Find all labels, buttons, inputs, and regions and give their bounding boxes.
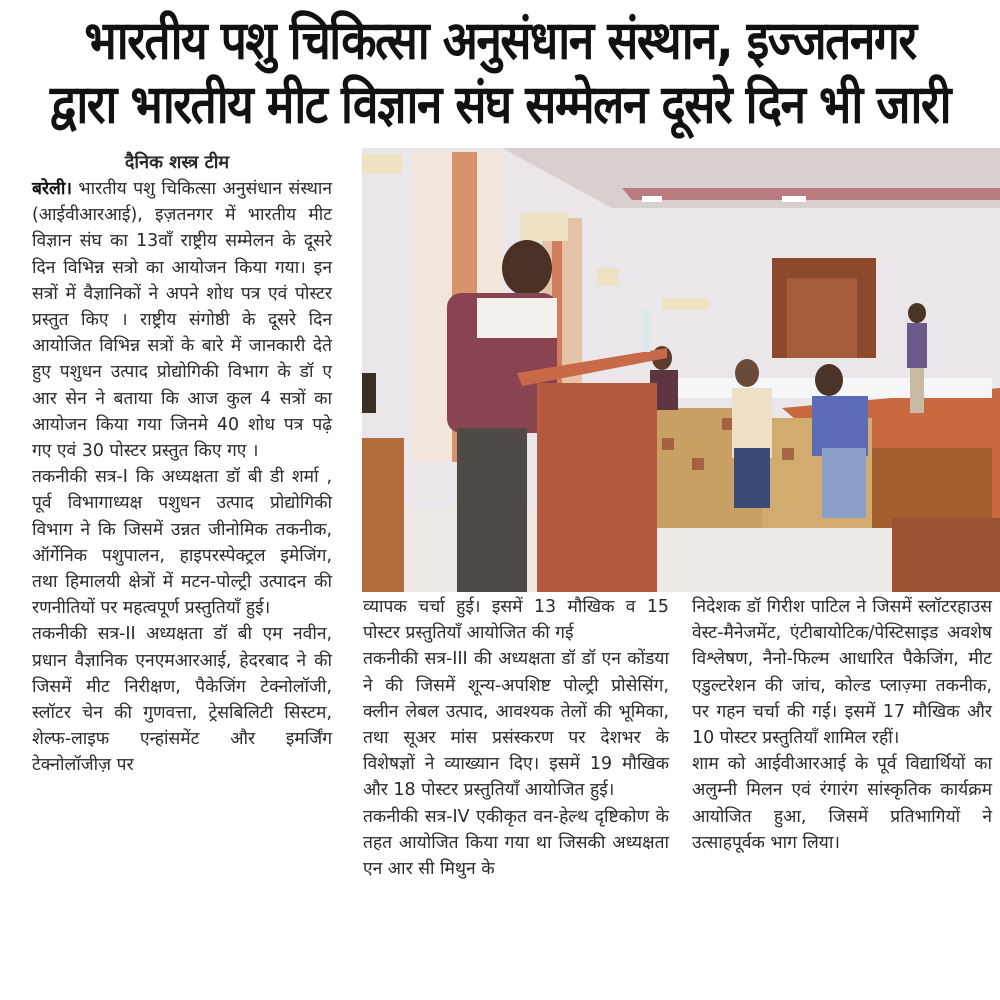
dateline: बरेली। <box>32 179 72 199</box>
article-column-3 <box>692 594 992 856</box>
byline: दैनिक शस्त्र टीम <box>124 152 230 173</box>
article-photo <box>362 148 1000 592</box>
paragraph: तकनीकी सत्र-III की अध्यक्षता डॉ डॉ एन कोंडया ने की जिसमें शून्य-अपशिष्ट पोल्ट्री प्रोसेसिंग, क्लीन लेबल उत्पाद, आवश्यक तेलों की भूमिका, तथा सूअर मांस प्रसंस्करण पर देशभर के विशेषज्ञों ने व्याख्यान दिए। इसमें 19 मौखिक और 18 पोस्टर प्रस्तुतियाँ आयोजित हुई। <box>363 649 669 801</box>
paragraph: शाम को आईवीआरआई के पूर्व विद्यार्थियों का अलुम्नी मिलन एवं रंगारंग सांस्कृतिक कार्यक्रम आयोजित हुआ, जिसमें प्रतिभागियों ने उत्साहपूर्वक भाग लिया। <box>692 754 992 853</box>
paragraph: निदेशक डॉ गिरीश पाटिल ने जिसमें स्लॉटरहाउस वेस्ट-मैनेजमेंट, एंटीबायोटिक/पेस्टिसाइड अवशेष विश्लेषण, नैनो-फिल्म आधारित पैकेजिंग, मीट एडुल्टरेशन की जांच, कोल्ड प्लाज़्मा तकनीक, पर गहन चर्चा की गई। इसमें 17 मौखिक और 10 पोस्टर प्रस्तुतियाँ शामिल रहीं। <box>692 597 992 749</box>
conference-photo <box>362 148 1000 592</box>
paragraph <box>32 176 332 464</box>
article-headline <box>0 0 1000 146</box>
paragraph: तकनीकी सत्र-I कि अध्यक्षता डॉ बी डी शर्मा , पूर्व विभागाध्यक्ष पशुधन उत्पाद प्रोद्योगिकी विभाग ने कि जिसमें उन्नत जीनोमिक तकनीक, ऑर्गेनिक पशुपालन, हाइपरस्पेक्ट्रल इमेजिंग, तथा हिमालयी क्षेत्रों में मटन-पोल्ट्री उत्पादन की रणनीतियों पर महत्वपूर्ण प्रस्तुतियाँ हुई। <box>32 467 332 619</box>
paragraph: व्यापक चर्चा हुई। इसमें 13 मौखिक व 15 पोस्टर प्रस्तुतियाँ आयोजित की गई <box>363 597 669 644</box>
headline-line-1: भारतीय पशु चिकित्सा अनुसंधान संस्थान, इज्जतनगर <box>84 8 916 72</box>
headline-line-2: द्वारा भारतीय मीट विज्ञान संघ सम्मेलन दूसरे दिन भी जारी <box>49 72 951 136</box>
article-column-2 <box>363 594 669 882</box>
paragraph: तकनीकी सत्र-II अध्यक्षता डॉ बी एम नवीन, प्रधान वैज्ञानिक एनएमआरआई, हेदरबाद ने की जिसमें मीट निरीक्षण, पैकेजिंग टेक्नोलॉजी, स्लॉटर चेन की गुणवत्ता, ट्रेसबिलिटी सिस्टम, शेल्फ-लाइफ एन्हांसमेंट और इमर्जिंग टेक्नोलॉजीज़ पर <box>32 624 332 776</box>
paragraph: तकनीकी सत्र-IV एकीकृत वन-हेल्थ दृष्टिकोण के तहत आयोजित किया गया था जिसकी अध्यक्षता एन आर सी मिथुन के <box>363 806 669 880</box>
paragraph-text: भारतीय पशु चिकित्सा अनुसंधान संस्थान (आईवीआरआई), इज़तनगर में भारतीय मीट विज्ञान संघ का 13वाँ राष्ट्रीय सम्मेलन के दूसरे दिन विभिन्न सत्रो का आयोजन किया गया। इन सत्रों में वैज्ञानिकों ने अपने शोध पत्र एवं पोस्टर प्रस्तुत किए । राष्ट्रीय संगोष्ठी के दूसरे दिन आयोजित विभिन्न सत्रों के बारे में जानकारी देते हुए पशुधन उत्पाद प्रोद्योगिकी विभाग के डॉ ए आर सेन ने बताया कि आज कुल 4 सत्रों का आयोजन किया गया जिनमे 40 शोध पत्र पढ़े गए एवं 30 पोस्टर प्रस्तुत किए गए । <box>32 179 332 462</box>
article-column-1 <box>32 150 332 779</box>
